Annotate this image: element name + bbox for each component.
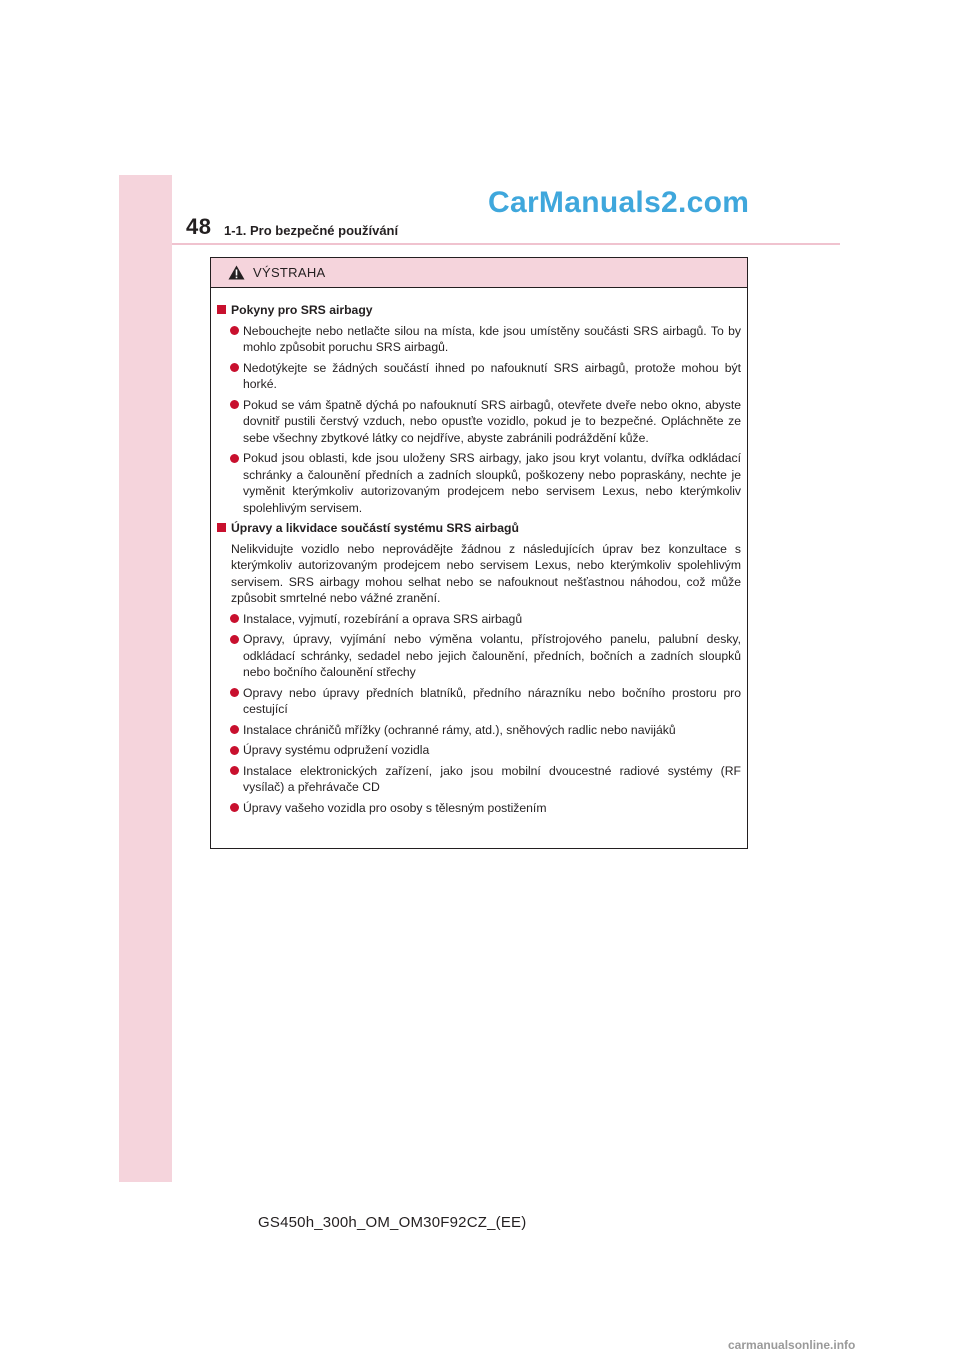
list-item: Instalace, vyjmutí, rozebírání a oprava SRS airbagů	[217, 611, 741, 628]
bullet-dot-icon	[230, 363, 239, 372]
list-item: Pokud se vám špatně dýchá po nafouknutí SRS airbagů, otevřete dveře nebo okno, abyste dovnitř pustili čerstvý vzduch, nebo opusťte vozidlo, pokud je to bezpečné. Opláchněte ze sebe všechny zbytkové látky co nejdříve, abyste zabránili podráždění kůže.	[217, 397, 741, 447]
page-number: 48	[186, 214, 212, 239]
square-bullet-icon	[217, 305, 226, 314]
watermark-logo[interactable]: CarManuals2.com	[488, 186, 750, 219]
list-item: Nebouchejte nebo netlačte silou na místa, kde jsou umístěny součásti SRS airbagů. To by mohlo způsobit poruchu SRS airbagů.	[217, 323, 741, 356]
header-rule	[172, 243, 840, 245]
warning-label: VÝSTRAHA	[253, 265, 326, 280]
list-item: Opravy, úpravy, vyjímání nebo výměna volantu, přístrojového panelu, palubní desky, odkládací schránky, sedadel nebo jejich čalounění, předních, bočních a zadních sloupků nebo bočního čalounění střechy	[217, 631, 741, 681]
bullet-dot-icon	[230, 746, 239, 755]
list-item: Pokud jsou oblasti, kde jsou uloženy SRS airbagy, jako jsou kryt volantu, dvířka odkládací schránky a čalounění předních a zadních sloupků, poškozeny nebo popraskány, nechte je vyměnit kterýmkoliv autorizovaným prodejcem nebo servisem Lexus, nebo kterýmkoliv spolehlivým servisem.	[217, 450, 741, 516]
bullet-dot-icon	[230, 803, 239, 812]
bullet-dot-icon	[230, 400, 239, 409]
warning-header	[211, 258, 747, 288]
list-item: Úpravy vašeho vozidla pro osoby s tělesným postižením	[217, 800, 741, 817]
document-code: GS450h_300h_OM_OM30F92CZ_(EE)	[258, 1214, 527, 1231]
square-bullet-icon	[217, 523, 226, 532]
bullet-dot-icon	[230, 766, 239, 775]
subheading-srs-modifications: Úpravy a likvidace součástí systému SRS airbagů	[217, 520, 741, 537]
bullet-dot-icon	[230, 725, 239, 734]
list-item: Nedotýkejte se žádných součástí ihned po nafouknutí SRS airbagů, protože mohou být horké.	[217, 360, 741, 393]
section-title: 1-1. Pro bezpečné používání	[224, 223, 399, 238]
warning-body	[211, 288, 747, 816]
watermark-footer[interactable]: carmanualsonline.info	[728, 1338, 856, 1352]
list-item: Opravy nebo úpravy předních blatníků, předního nárazníku nebo bočního prostoru pro cestující	[217, 685, 741, 718]
list-item: Úpravy systému odpružení vozidla	[217, 742, 741, 759]
warning-triangle-icon	[228, 265, 245, 280]
side-color-band	[119, 175, 172, 1182]
subheading-srs-instructions: Pokyny pro SRS airbagy	[217, 302, 741, 319]
modifications-paragraph: Nelikvidujte vozidlo nebo neprovádějte žádnou z následujících úprav bez konzultace s kterýmkoliv autorizovaným prodejcem nebo servisem Lexus, nebo kterýmkoliv spolehlivým servisem. SRS airbagy mohou selhat nebo se nafouknout nešťastnou náhodou, což může způsobit smrtelné nebo vážné zranění.	[231, 541, 741, 605]
bullet-dot-icon	[230, 635, 239, 644]
list-item: Instalace elektronických zařízení, jako jsou mobilní dvoucestné radiové systémy (RF vysílač) a přehrávače CD	[217, 763, 741, 796]
list-item: Instalace chráničů mřížky (ochranné rámy, atd.), sněhových radlic nebo navijáků	[217, 722, 741, 739]
bullet-dot-icon	[230, 326, 239, 335]
warning-box	[210, 257, 748, 849]
bullet-dot-icon	[230, 688, 239, 697]
bullet-dot-icon	[230, 454, 239, 463]
bullet-dot-icon	[230, 614, 239, 623]
